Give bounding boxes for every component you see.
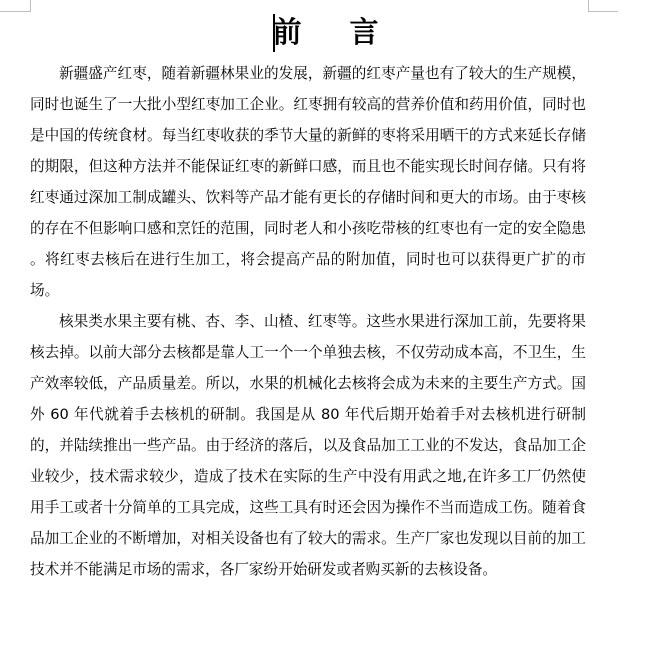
title-area xyxy=(0,12,656,52)
page-corner-mark-top-right-vertical xyxy=(588,0,589,12)
page-corner-mark-top-left-vertical xyxy=(30,0,31,12)
paragraph-2[interactable]: 核果类水果主要有桃、杏、李、山楂、红枣等。这些水果进行深加工前，先要将果核去掉。以前大部分去核都是靠人工一个一个单独去核，不仅劳动成本高，不卫生，生产效率较低，产品质量差。所以，水果的机械化去核将会成为未来的主要生产方式。国外 60 年代就着手去核机的研制。我国是从 80 年代后期开始着手对去核机进行研制的，并陆续推出一些产品。由于经济的落后，以及食品加工工业的不发达，食品加工企业较少，技术需求较少，造成了技术在实际的生产中没有用武之地,在许多工厂仍然使用手工或者十分简单的工具完成，这些工具有时还会因为操作不当而造成工伤。随着食品加工企业的不断增加，对相关设备也有了较大的需求。生产厂家也发现以目前的加工技术并不能满足市场的需求，各厂家纷开始研发或者购买新的去核设备。 xyxy=(30,313,586,578)
paragraph-1[interactable]: 新疆盛产红枣，随着新疆林果业的发展，新疆的红枣产量也有了较大的生产规模，同时也诞生了一大批小型红枣加工企业。红枣拥有较高的营养价值和药用价值，同时也是中国的传统食材。每当红枣收获的季节大量的新鲜的枣将采用晒干的方式来延长存储的期限，但这种方法并不能保证红枣的新鲜口感，而且也不能实现长时间存储。只有将红枣通过深加工制成罐头、饮料等产品才能有更长的存储时间和更大的市场。由于枣核的存在不但影响口感和烹饪的范围，同时老人和小孩吃带核的红枣也有一定的安全隐患 。将红枣去核后在进行生加工，将会提高产品的附加值，同时也可以获得更广扩的市场。 xyxy=(30,65,586,299)
document-title[interactable]: 前 言 xyxy=(272,15,398,49)
document-body[interactable] xyxy=(30,58,586,585)
